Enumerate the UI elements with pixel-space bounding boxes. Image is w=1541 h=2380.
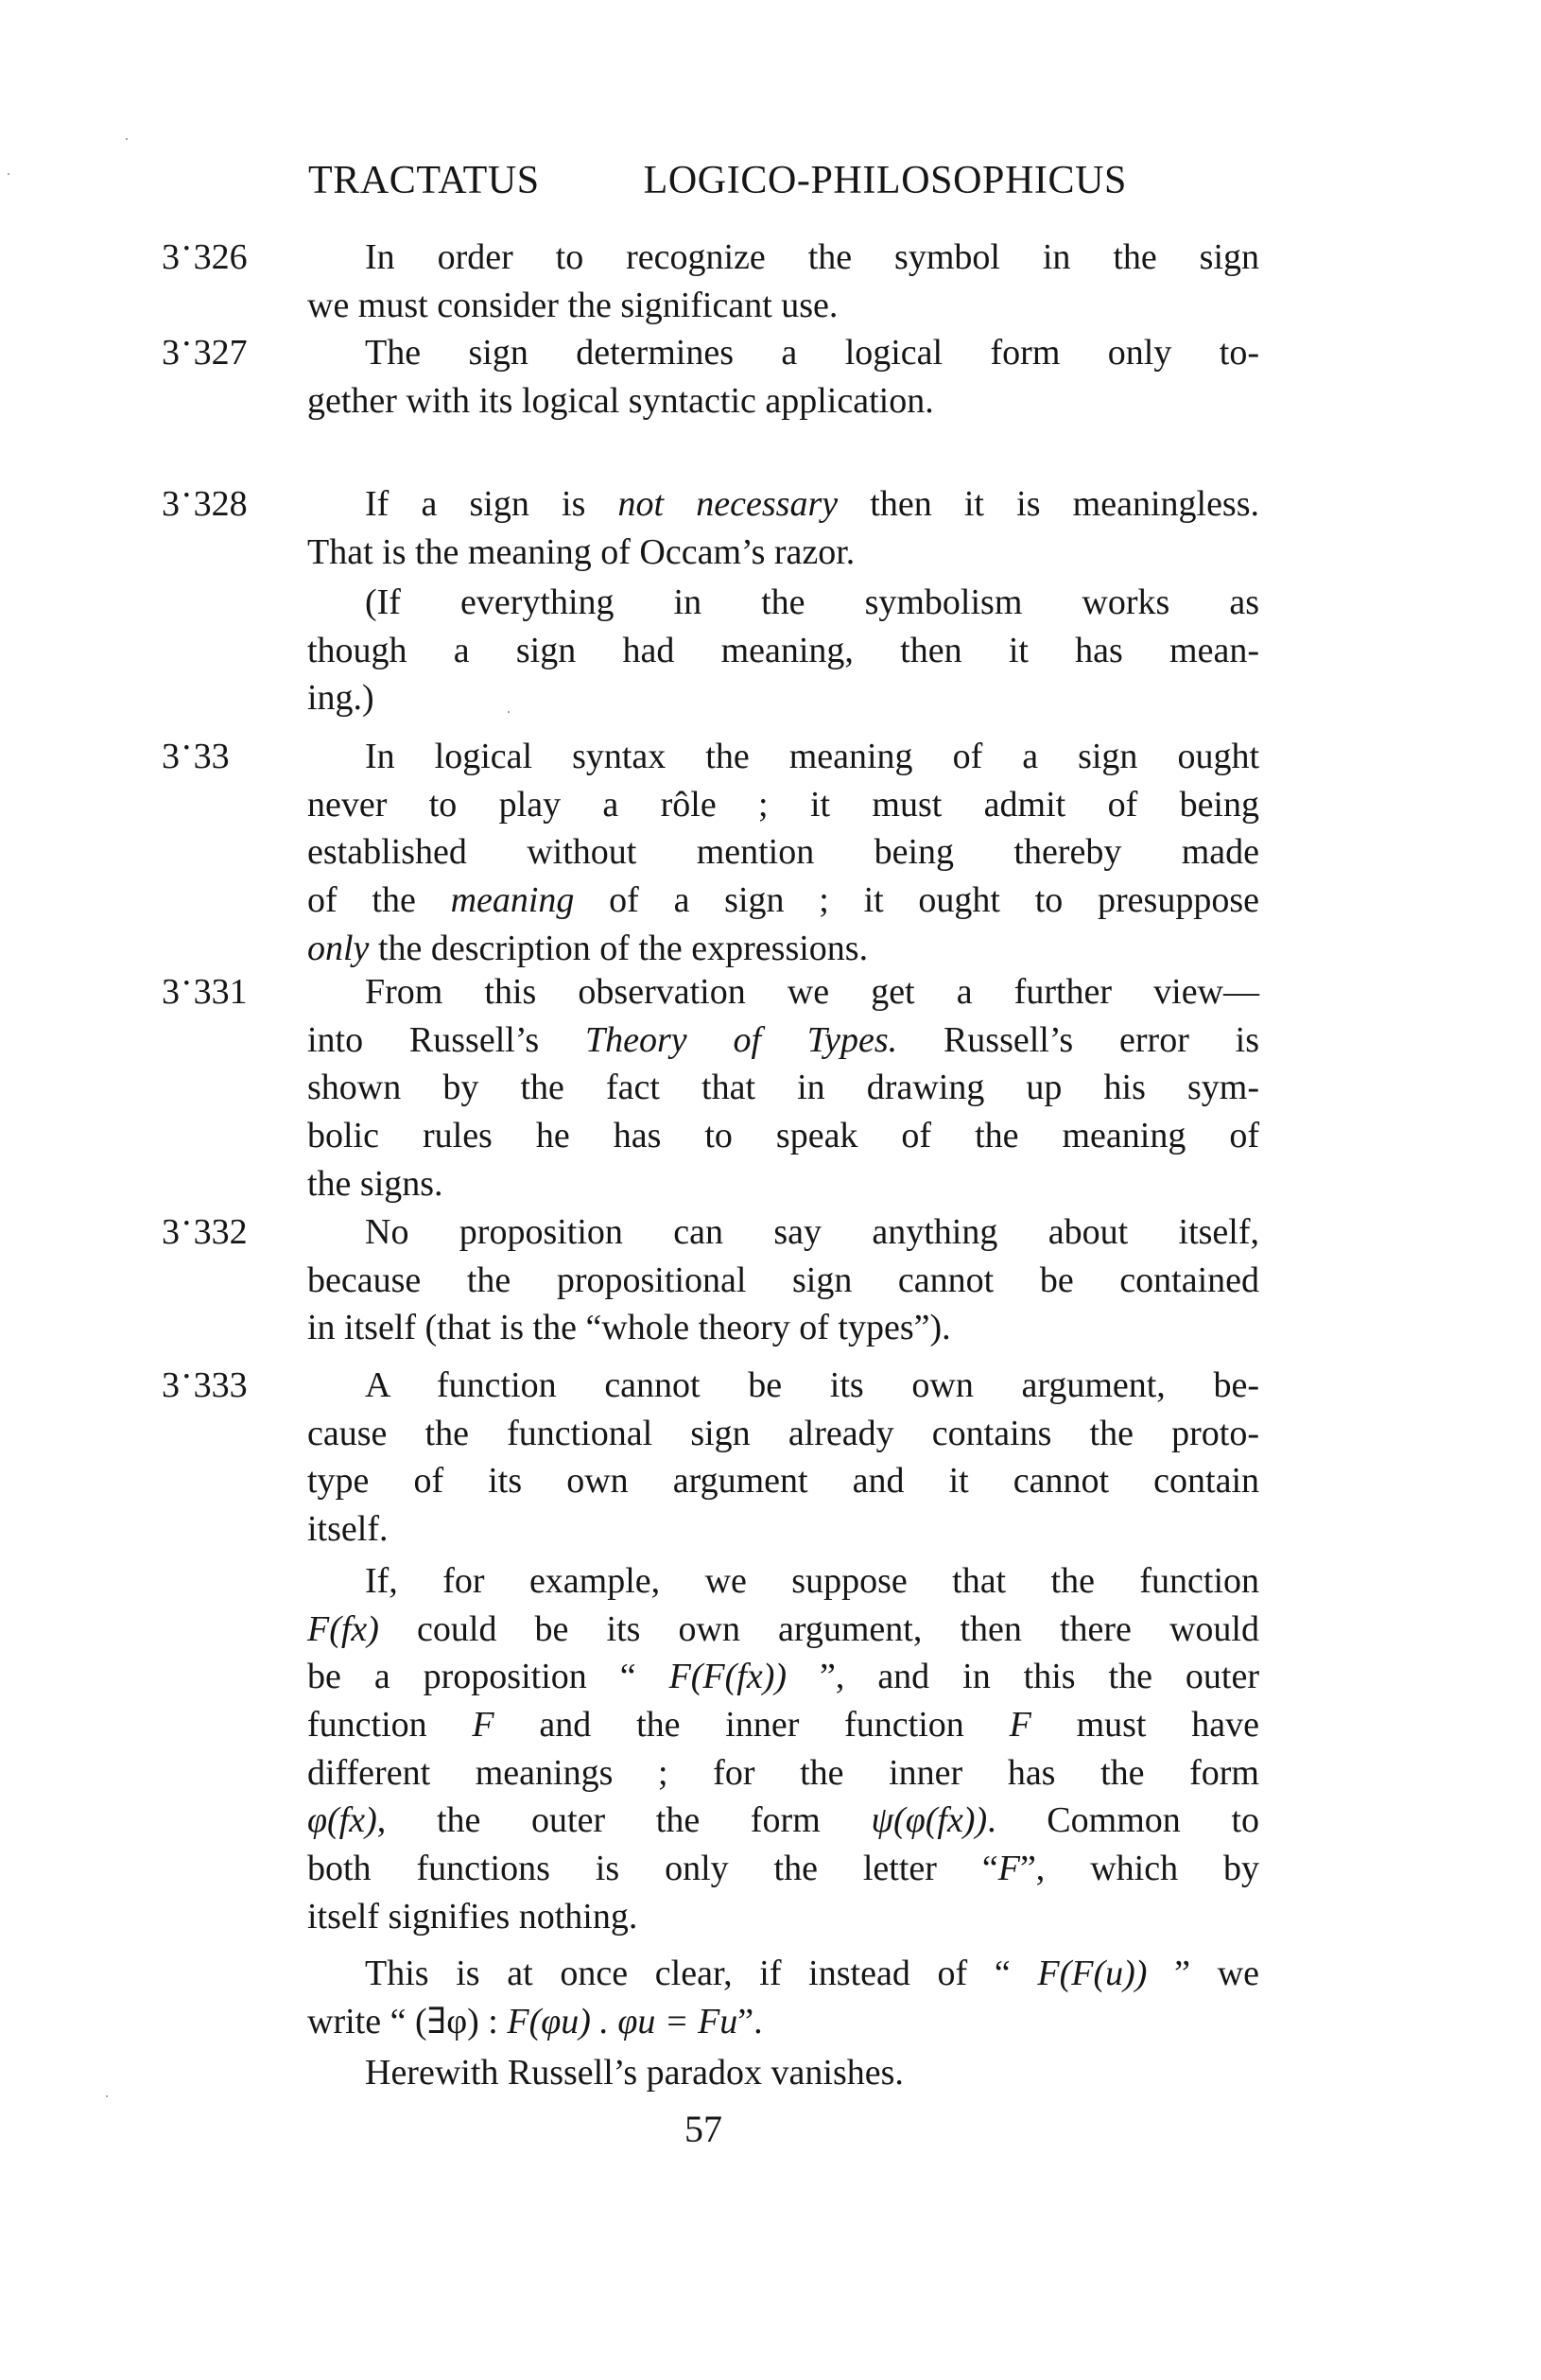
proposition-text xyxy=(307,1208,1259,1352)
text-line xyxy=(307,968,1259,1016)
text-run: type of its own argument and it cannot contain xyxy=(307,1461,1259,1502)
proposition-text xyxy=(307,968,1259,1207)
text-run: could be its own argument, then there would xyxy=(378,1608,1259,1649)
text-run: From this observation we get a further view— xyxy=(365,972,1259,1012)
proposition-number-minor: 327 xyxy=(193,333,248,373)
text-line xyxy=(307,1410,1259,1458)
proposition-number xyxy=(162,1357,248,1410)
proposition-number-minor: 333 xyxy=(193,1365,248,1405)
proposition-number-major: 3 xyxy=(162,1365,180,1405)
text-run: never to play a rôle ; it must admit of being xyxy=(307,784,1259,825)
proposition-number xyxy=(162,476,248,529)
text-run: gether with its logical syntactic application. xyxy=(307,380,934,421)
text-line xyxy=(307,1304,1259,1352)
text-run: In order to recognize the symbol in the sign xyxy=(365,237,1259,277)
text-line xyxy=(307,1016,1259,1065)
text-line xyxy=(307,674,1259,722)
text-line xyxy=(307,1998,1259,2046)
text-line xyxy=(307,1845,1259,1893)
proposition-number xyxy=(162,728,230,781)
italic-text: F(F(u)) xyxy=(1037,1954,1148,1993)
text-line xyxy=(307,579,1259,627)
page-number: 57 xyxy=(684,2108,722,2150)
text-line xyxy=(307,781,1259,829)
text-run: That is the meaning of Occam’s razor. xyxy=(307,531,856,572)
text-run: itself signifies nothing. xyxy=(307,1896,638,1937)
text-run: The sign determines a logical form only to- xyxy=(365,333,1259,373)
print-speck xyxy=(106,2095,108,2097)
text-run: into Russell’s xyxy=(307,1019,585,1060)
text-line xyxy=(307,877,1259,925)
text-line xyxy=(307,733,1259,781)
text-run: ”. xyxy=(737,2001,763,2041)
italic-text: not necessary xyxy=(617,484,839,524)
text-run: and the inner function xyxy=(493,1705,1010,1746)
text-run: cause the functional sign already contains the proto- xyxy=(307,1413,1259,1453)
running-head: TRACTATUS LOGICO-PHILOSOPHICUS xyxy=(308,159,1127,202)
text-run: shown by the fact that in drawing up his sym- xyxy=(307,1068,1259,1108)
text-run: ”, and in this the outer xyxy=(787,1657,1259,1697)
text-line xyxy=(307,329,1259,377)
proposition-number-dot: · xyxy=(181,476,193,515)
italic-text: F xyxy=(997,1849,1020,1889)
proposition-number-dot: · xyxy=(181,1204,193,1243)
proposition-text xyxy=(307,1950,1259,2045)
proposition-number-major: 3 xyxy=(162,333,180,373)
text-line xyxy=(307,1257,1259,1305)
text-run: though a sign had meaning, then it has mean- xyxy=(307,630,1259,670)
text-run: No proposition can say anything about itself, xyxy=(365,1212,1259,1252)
proposition-number xyxy=(162,964,248,1016)
proposition-number-dot: · xyxy=(181,229,193,269)
proposition-number-dot: · xyxy=(181,324,193,364)
italic-text: F(fx) xyxy=(307,1608,379,1649)
proposition-number-dot: · xyxy=(181,728,193,768)
text-line xyxy=(307,1505,1259,1554)
text-run: established without mention being thereby made xyxy=(307,832,1259,873)
italic-text: F(F(fx)) xyxy=(668,1657,788,1697)
text-line xyxy=(307,925,1259,973)
proposition-number-major: 3 xyxy=(162,1212,180,1252)
italic-text: only xyxy=(307,928,370,968)
proposition-number-dot: · xyxy=(181,964,193,1003)
text-line xyxy=(307,282,1259,330)
text-line xyxy=(307,1112,1259,1160)
italic-text: F xyxy=(472,1705,494,1746)
italic-text: φ(fx) xyxy=(307,1800,377,1841)
text-run: This is at once clear, if instead of “ xyxy=(365,1954,1038,1993)
proposition-text xyxy=(307,733,1259,972)
text-run: ”, which by xyxy=(1019,1849,1259,1889)
text-run: of a sign ; it ought to presuppose xyxy=(574,880,1259,921)
text-line xyxy=(307,1160,1259,1208)
text-line xyxy=(307,1749,1259,1798)
text-run: because the propositional sign cannot be contained xyxy=(307,1259,1259,1300)
text-run: In logical syntax the meaning of a sign ought xyxy=(365,737,1259,776)
italic-text: F(φu) . φu = Fu xyxy=(507,2001,738,2041)
text-line xyxy=(307,234,1259,282)
text-run: the signs. xyxy=(307,1163,443,1204)
text-line xyxy=(307,1606,1259,1654)
proposition-text xyxy=(307,234,1259,329)
proposition-text xyxy=(307,1557,1259,1941)
text-line xyxy=(307,1457,1259,1505)
proposition-number-minor: 331 xyxy=(193,972,248,1012)
text-run: Russell’s error is xyxy=(897,1019,1259,1060)
text-run: both functions is only the letter “ xyxy=(307,1849,998,1889)
text-line xyxy=(307,1797,1259,1845)
italic-text: meaning xyxy=(450,880,575,921)
text-run: of the xyxy=(307,880,451,921)
proposition-text xyxy=(307,2049,1259,2097)
text-run: If a sign is xyxy=(365,484,618,524)
text-run: . Common to xyxy=(987,1800,1259,1841)
text-run: bolic rules he has to speak of the meaning of xyxy=(307,1116,1259,1156)
proposition-text xyxy=(307,480,1259,576)
text-run: (If everything in the symbolism works as xyxy=(365,582,1259,622)
text-run: we must consider the significant use. xyxy=(307,285,839,325)
text-line xyxy=(307,2049,1259,2097)
text-line xyxy=(307,1950,1259,1998)
print-speck xyxy=(126,138,128,140)
text-run: , the outer the form xyxy=(376,1800,872,1841)
proposition-number-major: 3 xyxy=(162,484,180,524)
text-line xyxy=(307,1208,1259,1257)
text-line xyxy=(307,377,1259,426)
text-run: must have xyxy=(1030,1705,1259,1746)
proposition-number-major: 3 xyxy=(162,237,180,277)
text-line xyxy=(307,1653,1259,1701)
text-line xyxy=(307,1893,1259,1941)
proposition-number-minor: 326 xyxy=(193,237,248,277)
text-run: If, for example, we suppose that the function xyxy=(365,1561,1259,1601)
text-run: the description of the expressions. xyxy=(369,928,869,968)
text-run: ing.) xyxy=(307,678,374,719)
text-run: A function cannot be its own argument, be- xyxy=(365,1365,1259,1405)
text-run: Herewith Russell’s paradox vanishes. xyxy=(365,2053,904,2093)
proposition-number-major: 3 xyxy=(162,972,180,1012)
text-run: write “ (∃φ) : xyxy=(307,2001,508,2041)
text-line xyxy=(307,1064,1259,1112)
italic-text: F xyxy=(1009,1705,1031,1746)
text-run: different meanings ; for the inner has the form xyxy=(307,1752,1259,1793)
text-line xyxy=(307,1557,1259,1606)
text-run: be a proposition “ xyxy=(307,1657,669,1697)
text-line xyxy=(307,529,1259,577)
text-run: function xyxy=(307,1705,473,1746)
proposition-number-dot: · xyxy=(181,1357,193,1397)
text-line xyxy=(307,627,1259,675)
text-run: then it is meaningless. xyxy=(838,484,1260,524)
proposition-text xyxy=(307,579,1259,722)
proposition-number-minor: 33 xyxy=(193,737,230,776)
proposition-number-minor: 332 xyxy=(193,1212,248,1252)
text-run: itself. xyxy=(307,1509,389,1550)
proposition-text xyxy=(307,329,1259,425)
print-speck xyxy=(8,173,9,175)
text-line xyxy=(307,1701,1259,1749)
proposition-number-major: 3 xyxy=(162,737,180,776)
proposition-text xyxy=(307,1362,1259,1554)
text-run: in itself (that is the “whole theory of types”). xyxy=(307,1308,951,1348)
text-line xyxy=(307,480,1259,529)
italic-text: Theory of Types. xyxy=(584,1019,898,1060)
print-speck xyxy=(508,711,510,713)
proposition-number xyxy=(162,324,248,377)
proposition-number-minor: 328 xyxy=(193,484,248,524)
text-line xyxy=(307,828,1259,877)
italic-text: ψ(φ(fx)) xyxy=(871,1800,988,1841)
proposition-number xyxy=(162,229,248,282)
text-run: ” we xyxy=(1147,1954,1260,1993)
proposition-number xyxy=(162,1204,248,1257)
text-line xyxy=(307,1362,1259,1410)
